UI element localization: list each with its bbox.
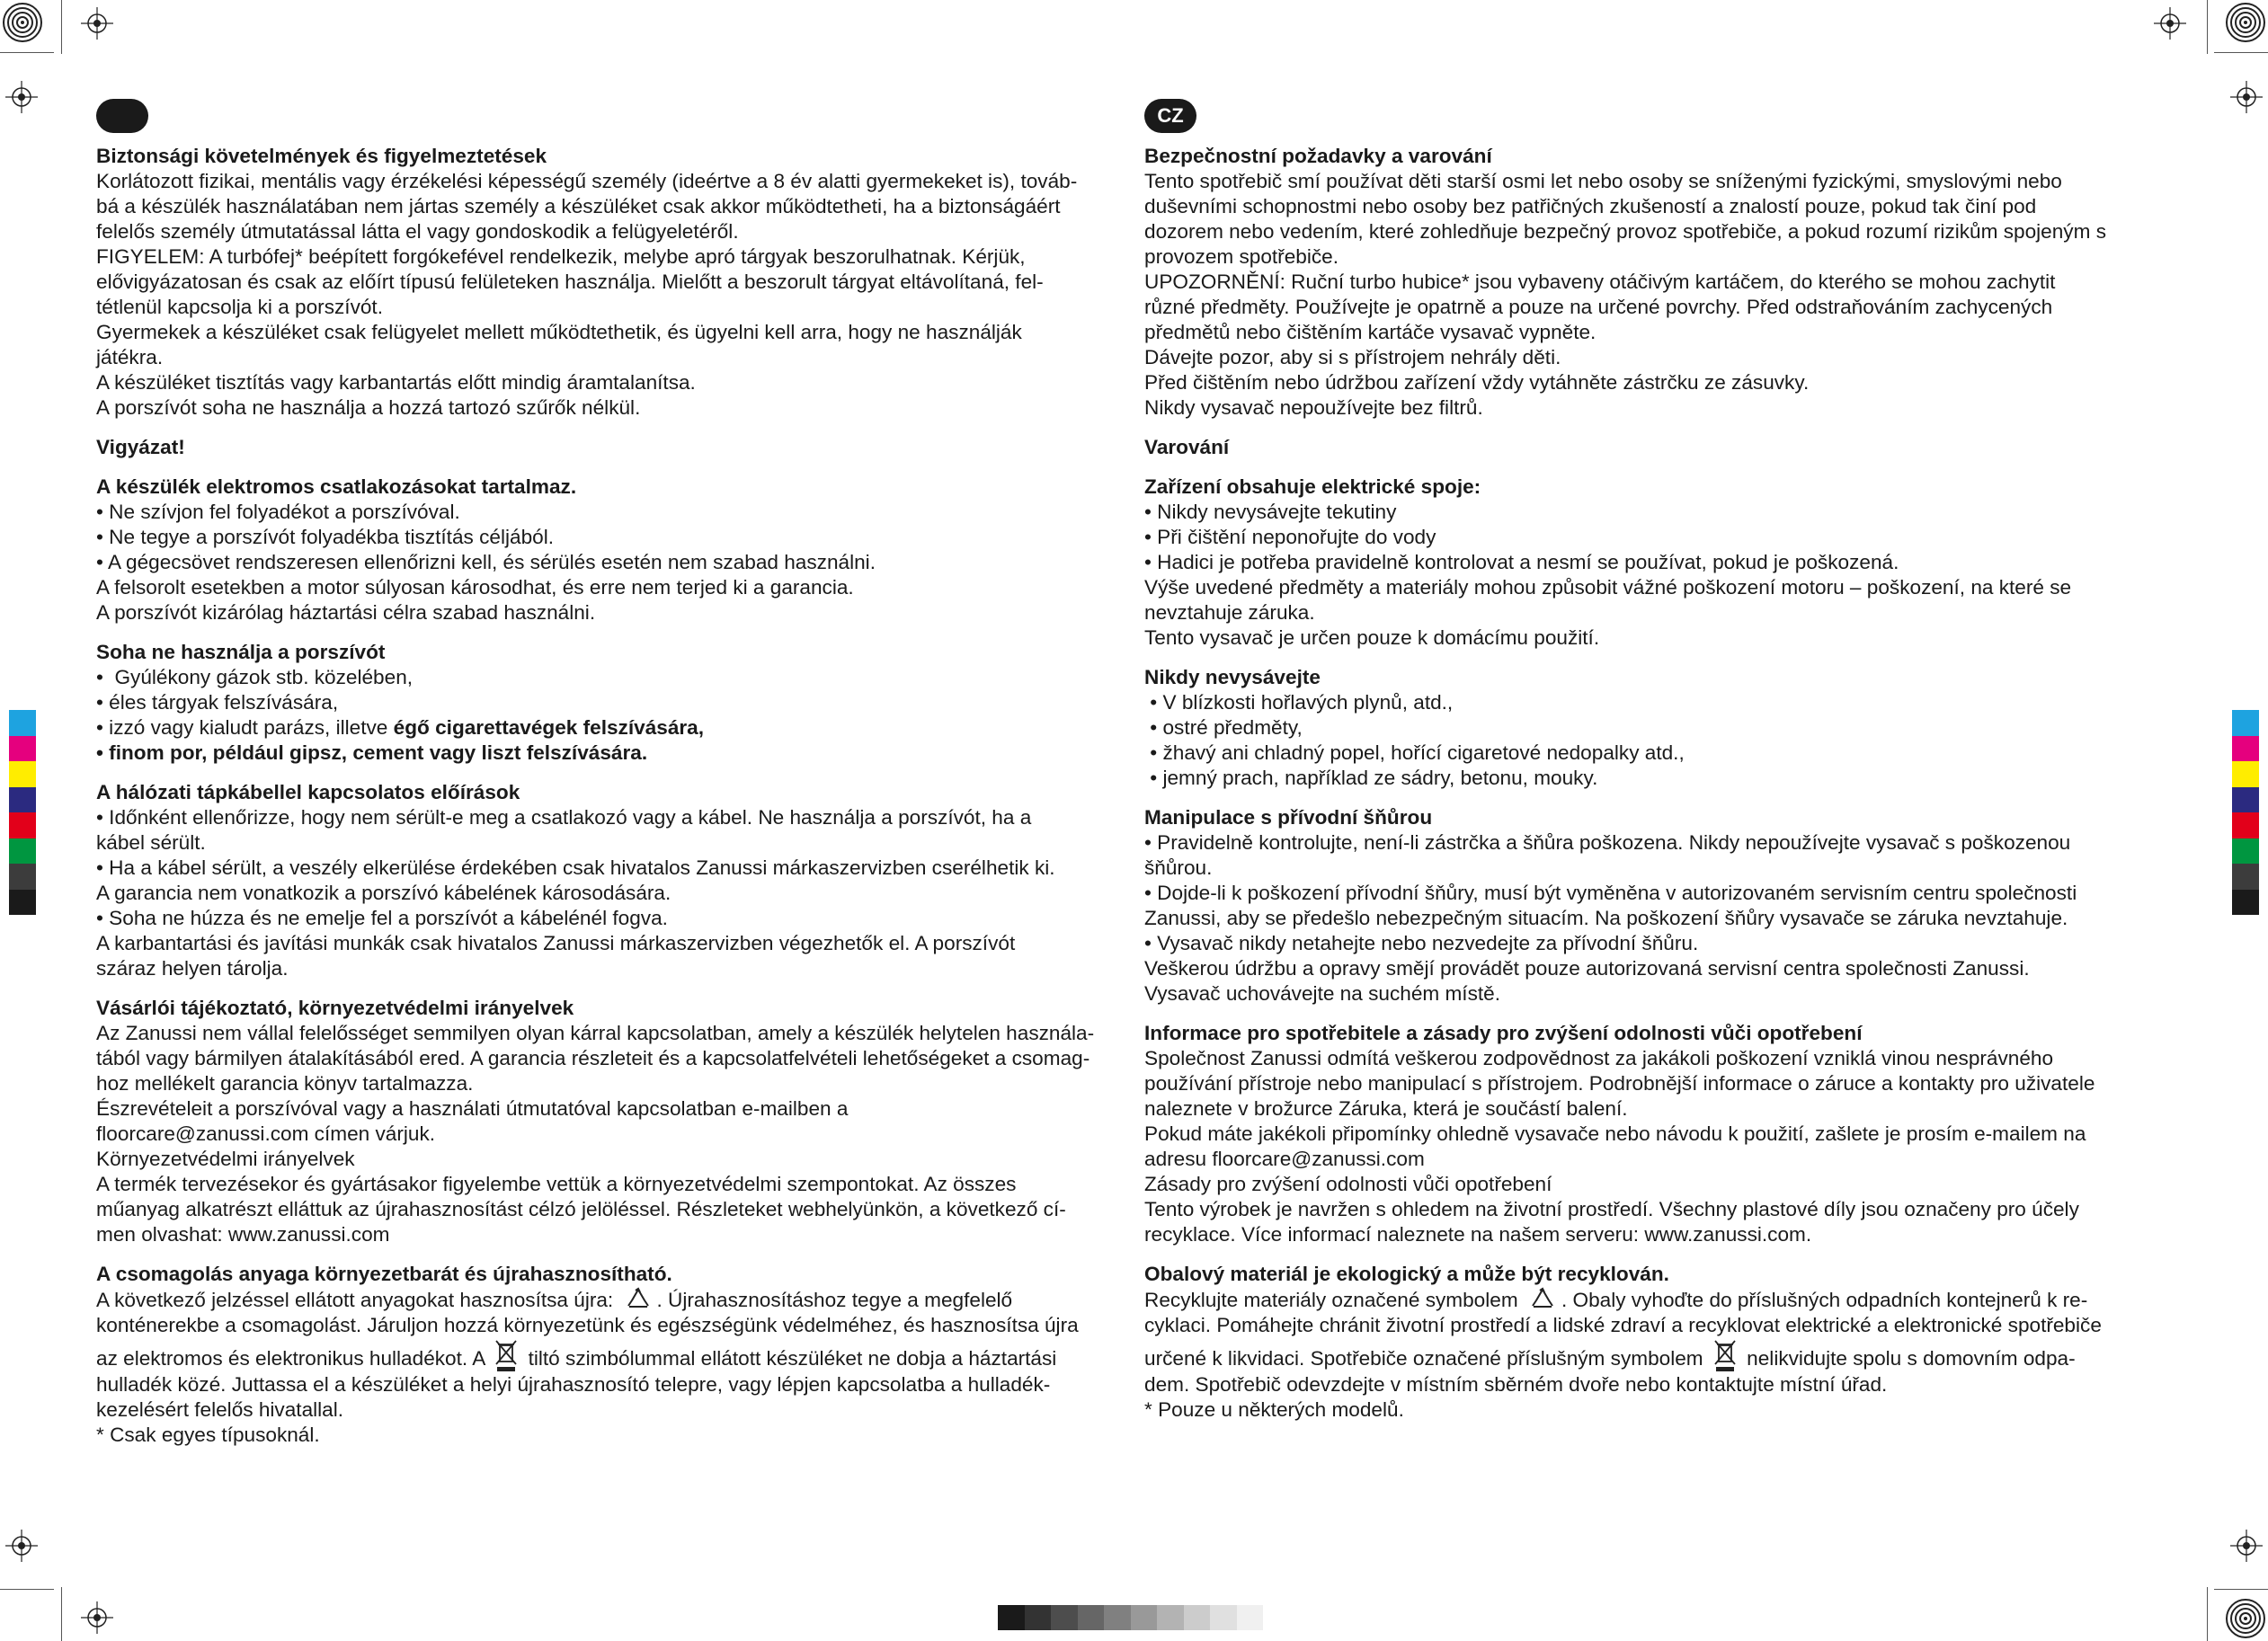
crop-mark: [2207, 1587, 2208, 1641]
text-line: felelős személy útmutatással látta el vagy gondoskodik a felügyeletéről.: [96, 220, 739, 243]
gray-swatch: [1157, 1605, 1184, 1630]
color-swatch: [9, 761, 36, 787]
text-line: Tento výrobek je navržen s ohledem na životní prostředí. Všechny plastové díly jsou označeny pro účely: [1144, 1198, 2079, 1220]
color-swatch: [2232, 838, 2259, 865]
text-span: A következő jelzéssel ellátott anyagokat hasznosítsa újra:: [96, 1289, 619, 1311]
text-line: Pokud máte jakékoli připomínky ohledně vysavače nebo návodu k použití, zašlete je prosím e-mailem na: [1144, 1122, 2086, 1145]
registration-mark-icon: [81, 1601, 113, 1634]
language-badge: CZ: [1144, 99, 1196, 133]
text-line: • Időnként ellenőrizze, hogy nem sérült-e meg a csatlakozó vagy a kábel. Ne használja a porszívót, ha a: [96, 806, 1032, 829]
gray-swatch: [1237, 1605, 1264, 1630]
text-line: dem. Spotřebič odevzdejte v místním sběrném dvoře nebo kontaktujte místní úřad.: [1144, 1373, 1888, 1396]
text-span: určené k likvidaci. Spotřebiče označené příslušným symbolem: [1144, 1347, 1709, 1370]
gray-swatch: [1104, 1605, 1131, 1630]
text-line: • Gyúlékony gázok stb. közelében,: [96, 666, 414, 688]
section: [1144, 144, 2196, 421]
text-line: cyklaci. Pomáhejte chránit životní prostředí a lidské zdraví a recyklovat elektrické a elektronické spotřebiče: [1144, 1314, 2102, 1336]
crop-mark: [0, 1589, 54, 1590]
section: [96, 640, 1148, 766]
registration-mark-icon: [2230, 81, 2263, 113]
section-heading: Soha ne használja a porszívót: [96, 641, 386, 663]
section: [1144, 435, 2196, 460]
text-line: recyklace. Více informací naleznete na našem serveru: www.zanussi.com.: [1144, 1223, 1812, 1246]
text-line: floorcare@zanussi.com címen várjuk.: [96, 1122, 436, 1145]
text-line: [96, 1338, 1148, 1372]
crop-mark: [2207, 0, 2208, 54]
spiral-target-icon: [2225, 2, 2266, 43]
section-heading: Vigyázat!: [96, 436, 185, 458]
text-line: Tento spotřebič smí používat děti starší osmi let nebo osoby se sníženými fyzickými, smyslovými nebo: [1144, 170, 2062, 192]
text-span: . Újrahasznosításhoz tegye a megfelelő: [656, 1289, 1013, 1311]
crop-mark: [61, 1587, 62, 1641]
text-line: Výše uvedené předměty a materiály mohou způsobit vážné poškození motoru – poškození, na které se: [1144, 576, 2072, 599]
crop-mark: [61, 0, 62, 54]
text-span: nelikvidujte spolu s domovním odpa-: [1740, 1347, 2076, 1370]
text-line: • A gégecsövet rendszeresen ellenőrizni kell, és sérülés esetén nem szabad használni.: [96, 551, 876, 573]
text-line: • Nikdy nevysávejte tekutiny: [1144, 501, 1397, 523]
color-swatch: [2232, 787, 2259, 813]
text-line: • Dojde-li k poškození přívodní šňůry, musí být vyměněna v autorizovaném servisním centru společnosti: [1144, 882, 2077, 904]
text-line: • Pravidelně kontrolujte, není-li zástrčka a šňůra poškozena. Nikdy nepoužívejte vysavač s poškozenou: [1144, 831, 2071, 854]
section: [96, 475, 1148, 625]
text-line: konténerekbe a csomagolást. Járuljon hozzá környezetünk és egészségünk védelméhez, és hasznosítsa újra: [96, 1314, 1079, 1336]
gray-swatch: [1131, 1605, 1158, 1630]
section-heading: Nikdy nevysávejte: [1144, 666, 1321, 688]
text-span: . Obaly vyhoďte do příslušných odpadních kontejnerů k re-: [1561, 1289, 2088, 1311]
color-swatch: [2232, 890, 2259, 916]
text-line: Dávejte pozor, aby si s přístrojem nehrály děti.: [1144, 346, 1561, 368]
text-line: Před čištěním nebo údržbou zařízení vždy vytáhněte zástrčku ze zásuvky.: [1144, 371, 1810, 394]
gray-swatch: [1210, 1605, 1237, 1630]
text-line: [1144, 1287, 2196, 1313]
text-line: bá a készülék használatában nem jártas személy a készüléket csak akkor működtetheti, ha a biztonságáért: [96, 195, 1061, 217]
color-swatch: [9, 710, 36, 736]
right-column: [1144, 99, 2196, 1437]
gray-swatch: [1051, 1605, 1078, 1630]
text-line: Nikdy vysavač nepoužívejte bez filtrů.: [1144, 396, 1483, 419]
left-column: [96, 99, 1148, 1462]
color-swatch: [9, 890, 36, 916]
text-line: duševními schopnostmi nebo osoby bez patřičných zkušeností a znalostí pouze, pokud tak činí pod: [1144, 195, 2037, 217]
text-line: A termék tervezésekor és gyártásakor figyelembe vettük a környezetvédelmi szempontokat. Az összes: [96, 1173, 1017, 1195]
color-swatch: [9, 838, 36, 865]
text-line: • Soha ne húzza és ne emelje fel a porszívót a kábelénél fogva.: [96, 907, 668, 929]
crop-mark: [2214, 1589, 2268, 1590]
section-heading: Manipulace s přívodní šňůrou: [1144, 806, 1433, 829]
text-line: Észrevételeit a porszívóval vagy a használati útmutatóval kapcsolatban e-mailben a: [96, 1097, 849, 1120]
text-line: • Ne tegye a porszívót folyadékba tisztítás céljából.: [96, 526, 554, 548]
text-line: kábel sérült.: [96, 831, 206, 854]
text-line: tétlenül kapcsolja ki a porszívót.: [96, 296, 383, 318]
section: [1144, 1021, 2196, 1247]
text-line: adresu floorcare@zanussi.com: [1144, 1148, 1425, 1170]
text-line: různé předměty. Používejte je opatrně a pouze na určené povrchy. Před odstraňováním zachycených: [1144, 296, 2053, 318]
text-line: Környezetvédelmi irányelvek: [96, 1148, 355, 1170]
text-line-bold: • finom por, például gipsz, cement vagy liszt felszívására.: [96, 741, 648, 764]
section: [1144, 1262, 2196, 1423]
registration-mark-icon: [2230, 1530, 2263, 1562]
text-line: A felsorolt esetekben a motor súlyosan károsodhat, és erre nem terjed ki a garancia.: [96, 576, 854, 599]
gray-scale-bar: [998, 1605, 1263, 1630]
text-line: Veškerou údržbu a opravy smějí provádět pouze autorizovaná servisní centra společnosti Zanussi.: [1144, 957, 2030, 980]
section-heading: A készülék elektromos csatlakozásokat tartalmaz.: [96, 475, 577, 498]
text-line: • jemný prach, například ze sádry, betonu, mouky.: [1144, 767, 1598, 789]
color-swatch: [9, 736, 36, 762]
section: [1144, 805, 2196, 1007]
section-heading: Obalový materiál je ekologický a může být recyklován.: [1144, 1263, 1669, 1285]
text-line: [1144, 1338, 2196, 1372]
text-span: Recyklujte materiály označené symbolem: [1144, 1289, 1524, 1311]
section-heading: A hálózati tápkábellel kapcsolatos előírások: [96, 781, 520, 803]
text-line: UPOZORNĚNÍ: Ruční turbo hubice* jsou vybaveny otáčivým kartáčem, do kterého se mohou zachytit: [1144, 271, 2056, 293]
text-line: műanyag alkatrészt elláttuk az újrahasznosítást célzó jelöléssel. Részleteket webhelyünkön, a következő cí-: [96, 1198, 1066, 1220]
recycle-icon: [625, 1287, 652, 1312]
text-line: hoz mellékelt garancia könyv tartalmazza.: [96, 1072, 474, 1095]
spiral-target-icon: [2, 2, 43, 43]
text-line: naleznete v brožurce Záruka, která je součástí balení.: [1144, 1097, 1628, 1120]
color-swatch: [2232, 736, 2259, 762]
text-line: Vysavač uchovávejte na suchém místě.: [1144, 982, 1500, 1005]
registration-mark-icon: [5, 1530, 38, 1562]
registration-mark-icon: [2154, 7, 2186, 40]
color-swatch: [9, 787, 36, 813]
section-heading: Vásárlói tájékoztató, környezetvédelmi irányelvek: [96, 997, 574, 1019]
text-line: • Ha a kábel sérült, a veszély elkerülése érdekében csak hivatalos Zanussi márkaszervizben cserélhetik ki.: [96, 856, 1055, 879]
section-heading: Bezpečnostní požadavky a varování: [1144, 145, 1492, 167]
color-swatch: [2232, 812, 2259, 838]
color-bar-right: [2232, 710, 2259, 915]
text-line: Společnost Zanussi odmítá veškerou zodpovědnost za jakákoli poškození vzniklá vinou nesprávného: [1144, 1047, 2054, 1069]
text-line: [96, 715, 1148, 741]
section: [96, 996, 1148, 1247]
text-line: A porszívót kizárólag háztartási célra szabad használni.: [96, 601, 596, 624]
section-heading: Informace pro spotřebitele a zásady pro zvýšení odolnosti vůči opotřebení: [1144, 1022, 1863, 1044]
section: [96, 435, 1148, 460]
spiral-target-icon: [2225, 1598, 2266, 1639]
text-line: • Hadici je potřeba pravidelně kontrolovat a nesmí se používat, pokud je poškozená.: [1144, 551, 1899, 573]
color-bar-left: [9, 710, 36, 915]
section: [96, 144, 1148, 421]
text-line: A karbantartási és javítási munkák csak hivatalos Zanussi márkaszervizben végezhetők el. A porszívót: [96, 932, 1016, 954]
recycle-icon: [1529, 1287, 1556, 1312]
text-line: száraz helyen tárolja.: [96, 957, 289, 980]
registration-mark-icon: [81, 7, 113, 40]
text-line: • Při čištění neponořujte do vody: [1144, 526, 1436, 548]
section-heading: Varování: [1144, 436, 1230, 458]
text-span-bold: égő cigarettavégek felszívására,: [393, 716, 705, 739]
text-span: • izzó vagy kialudt parázs, illetve: [96, 716, 394, 739]
gray-swatch: [998, 1605, 1025, 1630]
text-line: Zásady pro zvýšení odolnosti vůči opotřebení: [1144, 1173, 1552, 1195]
text-line: * Csak egyes típusoknál.: [96, 1424, 320, 1446]
text-line: Tento vysavač je určen pouze k domácímu použití.: [1144, 626, 1600, 649]
text-line: používání přístroje nebo manipulací s přístrojem. Podrobnější informace o záruce a kontakty pro uživatele: [1144, 1072, 2095, 1095]
text-line: elővigyázatosan és csak az előírt típusú felületeken használja. Mielőtt a beszorult tárgyat eltávolítaná, fel-: [96, 271, 1044, 293]
crossed-bin-icon: [494, 1338, 519, 1372]
text-line: Korlátozott fizikai, mentális vagy érzékelési képességű személy (ideértve a 8 év alatti gyermekeket is), továb-: [96, 170, 1078, 192]
text-line: men olvashat: www.zanussi.com: [96, 1223, 390, 1246]
text-line: játékra.: [96, 346, 164, 368]
text-line: nevztahuje záruka.: [1144, 601, 1315, 624]
section: [96, 1262, 1148, 1448]
text-line: • Vysavač nikdy netahejte nebo nezvedejte za přívodní šňůru.: [1144, 932, 1699, 954]
color-swatch: [2232, 761, 2259, 787]
color-swatch: [2232, 710, 2259, 736]
crossed-bin-icon: [1712, 1338, 1738, 1372]
text-line: kezelésért felelős hivatallal.: [96, 1398, 344, 1421]
text-line: provozem spotřebiče.: [1144, 245, 1339, 268]
gray-swatch: [1025, 1605, 1052, 1630]
section-heading: Biztonsági követelmények és figyelmeztetések: [96, 145, 547, 167]
crop-mark: [2214, 52, 2268, 53]
text-line: A porszívót soha ne használja a hozzá tartozó szűrők nélkül.: [96, 396, 641, 419]
text-line: dozorem nebo vedením, které zohledňuje bezpečný provoz spotřebiče, a pokud rozumí rizikům spojeným s: [1144, 220, 2106, 243]
text-line: tából vagy bármilyen átalakításából ered. A garancia részleteit és a kapcsolatfelvételi lehetőségeket a csomag-: [96, 1047, 1090, 1069]
section-heading: Zařízení obsahuje elektrické spoje:: [1144, 475, 1481, 498]
text-line: • žhavý ani chladný popel, hořící cigaretové nedopalky atd.,: [1144, 741, 1685, 764]
gray-swatch: [1078, 1605, 1105, 1630]
text-line: A garancia nem vonatkozik a porszívó kábelének károsodására.: [96, 882, 672, 904]
crop-mark: [0, 52, 54, 53]
text-line: Zanussi, aby se předešlo nebezpečným situacím. Na poškození šňůry vysavače se záruka nevztahuje.: [1144, 907, 2068, 929]
text-span: az elektromos és elektronikus hulladékot. A: [96, 1347, 491, 1370]
gray-swatch: [1184, 1605, 1211, 1630]
section: [1144, 665, 2196, 791]
text-line: Az Zanussi nem vállal felelősséget semmilyen olyan kárral kapcsolatban, amely a készülék helytelen használa-: [96, 1022, 1095, 1044]
text-line: FIGYELEM: A turbófej* beépített forgókefével rendelkezik, melybe apró tárgyak beszorulhatnak. Kérjük,: [96, 245, 1026, 268]
text-line: • ostré předměty,: [1144, 716, 1303, 739]
text-span: tiltó szimbólummal ellátott készüléket ne dobja a háztartási: [522, 1347, 1057, 1370]
text-line: • V blízkosti hořlavých plynů, atd.,: [1144, 691, 1454, 714]
text-line: • Ne szívjon fel folyadékot a porszívóval.: [96, 501, 460, 523]
text-line: * Pouze u některých modelů.: [1144, 1398, 1404, 1421]
registration-mark-icon: [5, 81, 38, 113]
text-line: [96, 1287, 1148, 1313]
text-line: Gyermekek a készüléket csak felügyelet mellett működtethetik, és ügyelni kell arra, hogy ne használják: [96, 321, 1022, 343]
color-swatch: [2232, 864, 2259, 890]
color-swatch: [9, 812, 36, 838]
text-line: A készüléket tisztítás vagy karbantartás előtt mindig áramtalanítsa.: [96, 371, 696, 394]
text-line: šňůrou.: [1144, 856, 1213, 879]
section: [96, 780, 1148, 981]
color-swatch: [9, 864, 36, 890]
text-line: • éles tárgyak felszívására,: [96, 691, 339, 714]
section-heading: A csomagolás anyaga környezetbarát és újrahasznosítható.: [96, 1263, 672, 1285]
section: [1144, 475, 2196, 651]
text-line: hulladék közé. Juttassa el a készüléket a helyi újrahasznosító telepre, vagy lépjen kapcsolatba a hulladék-: [96, 1373, 1051, 1396]
text-line: předmětů nebo čištěním kartáče vysavač vypněte.: [1144, 321, 1596, 343]
